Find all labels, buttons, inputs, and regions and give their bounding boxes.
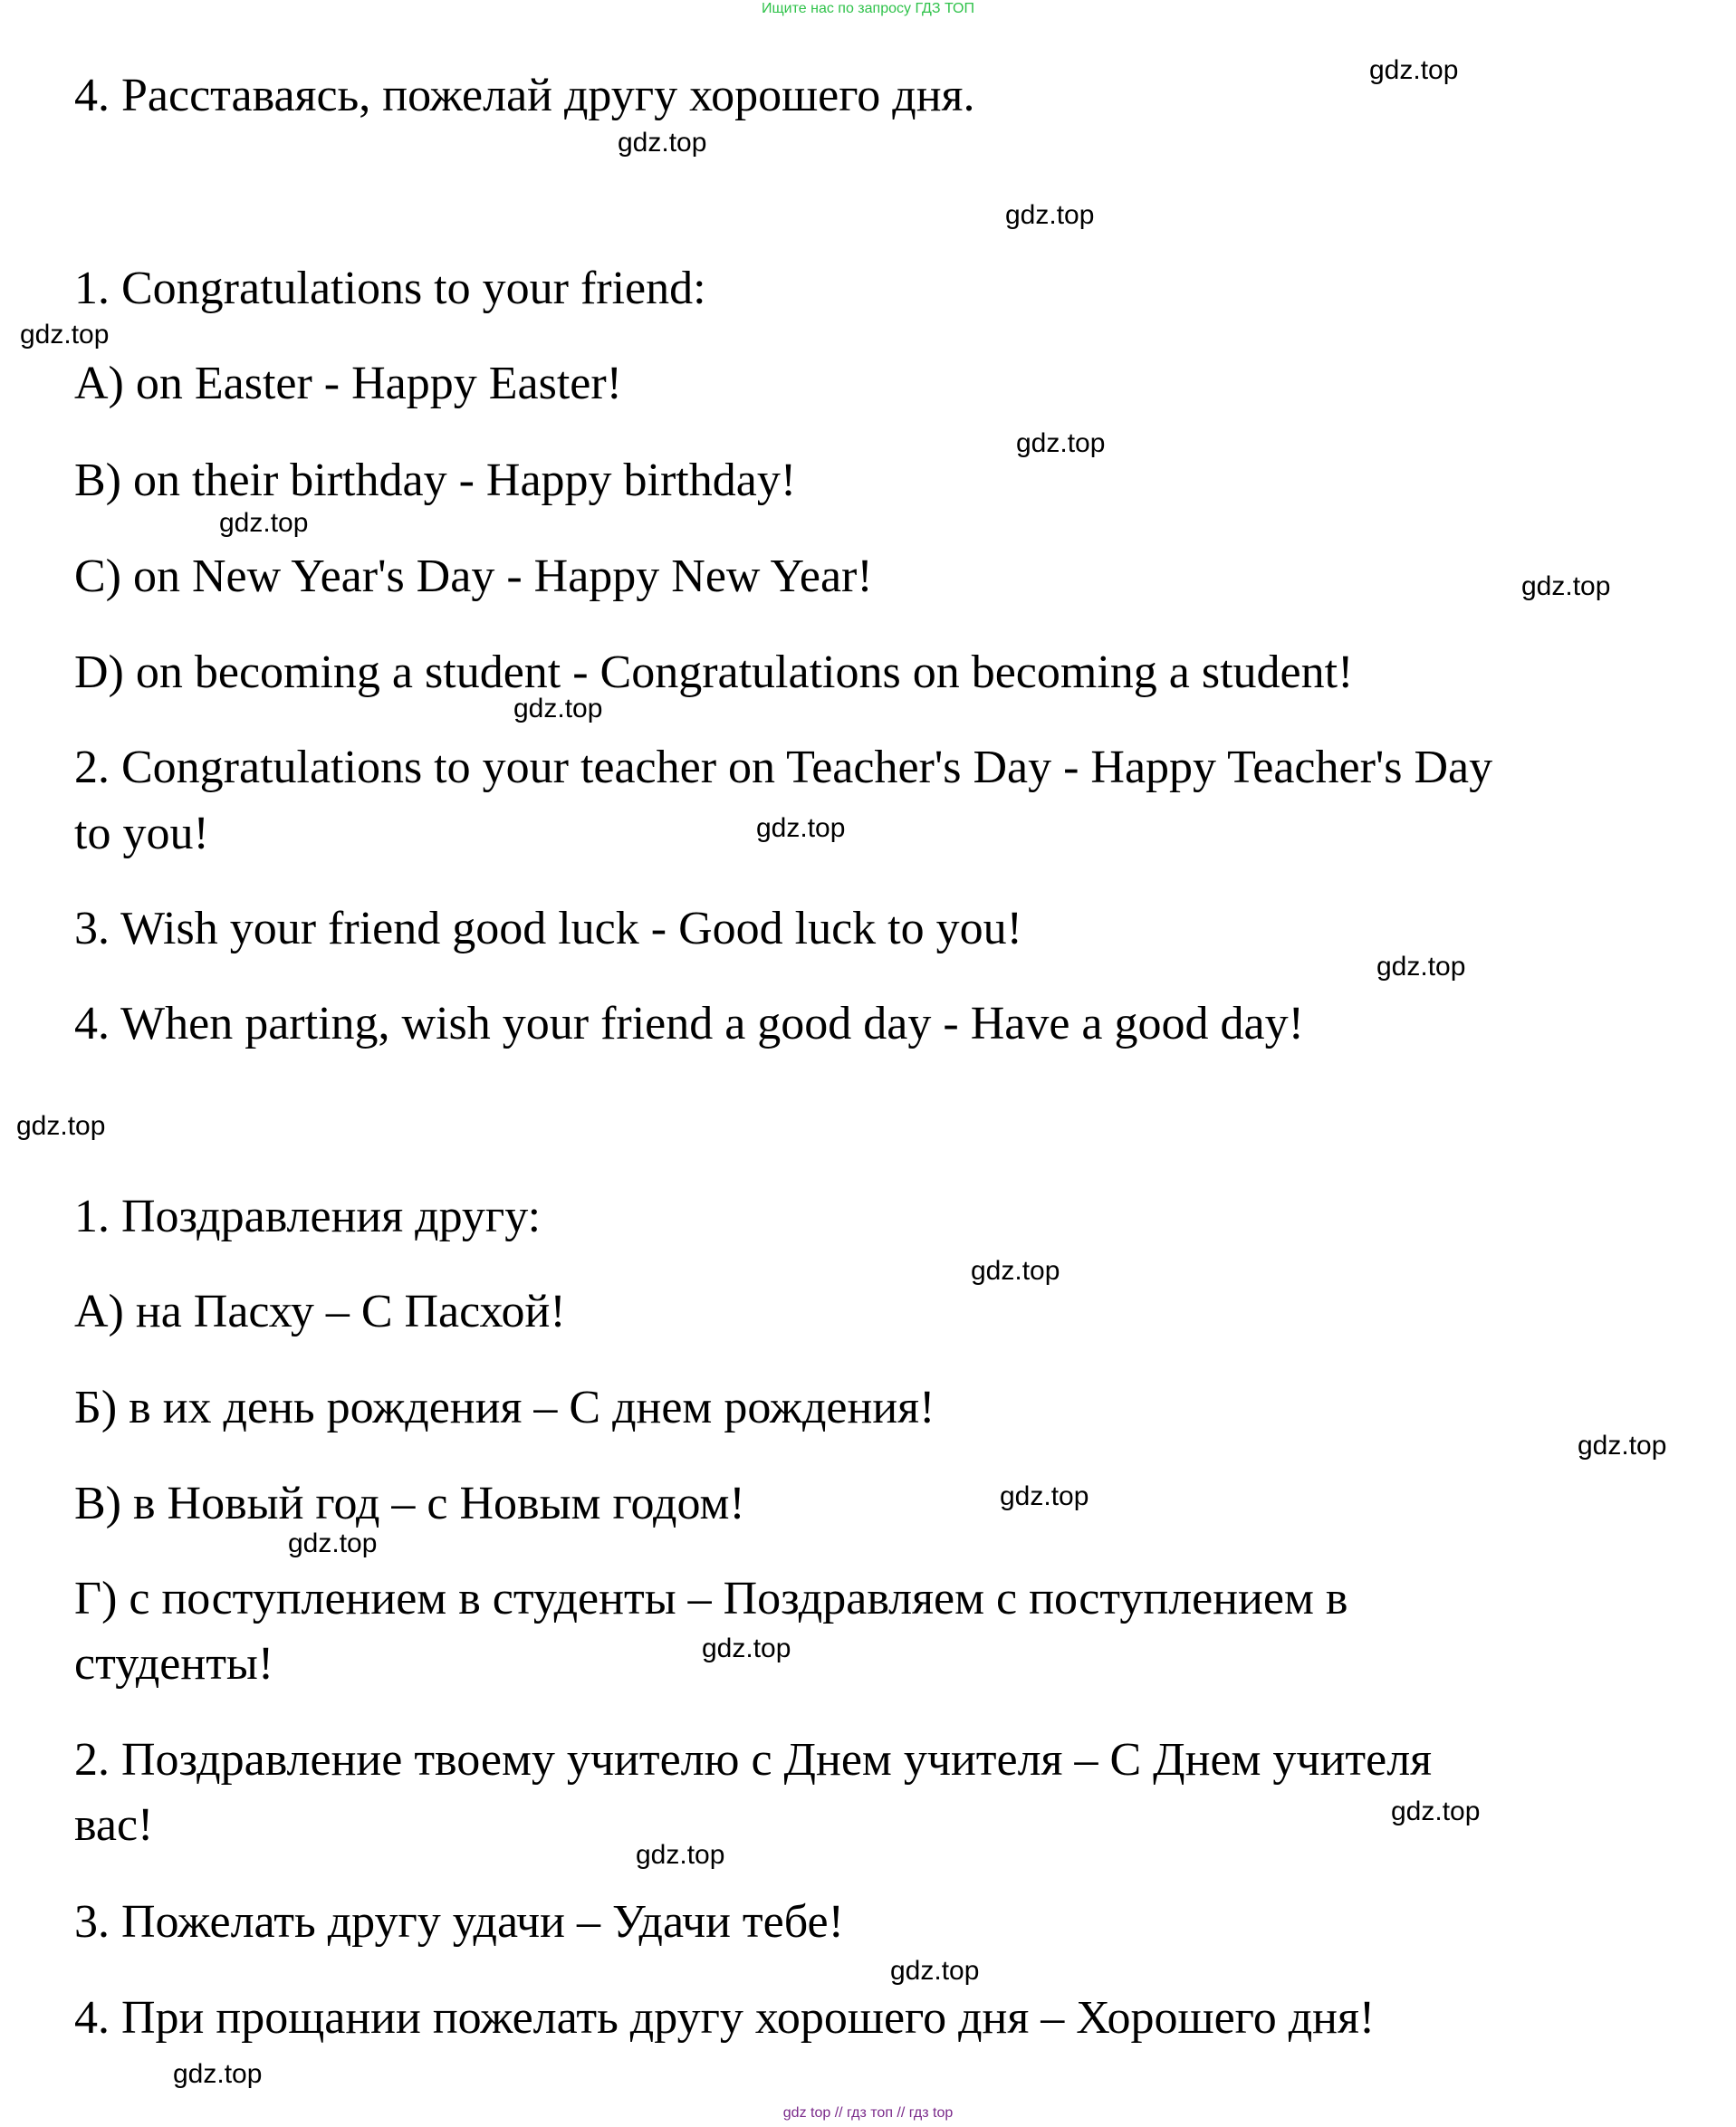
en-item1-title: 1. Congratulations to your friend: [74,263,706,314]
task4-ru-intro: 4. Расставаясь, пожелай другу хорошего дня. [74,70,975,121]
en-item2-line1: 2. Congratulations to your teacher on Teacher's Day - Happy Teacher's Day [74,742,1493,793]
ru-item2-line2: вас! [74,1799,154,1851]
en-item1-d: D) on becoming a student - Congratulations on becoming a student! [74,647,1354,698]
watermark: gdz.top [702,1634,791,1663]
watermark: gdz.top [1578,1431,1667,1461]
en-item3: 3. Wish your friend good luck - Good luck to you! [74,903,1022,954]
watermark: gdz.top [219,508,309,538]
watermark: gdz.top [1000,1481,1089,1511]
top-banner[interactable]: Ищите нас по запросу ГДЗ ТОП [762,1,974,16]
watermark: gdz.top [173,2059,263,2089]
en-item1-a: A) on Easter - Happy Easter! [74,358,622,409]
watermark: gdz.top [513,694,603,723]
watermark: gdz.top [288,1528,378,1558]
ru-item1-c: В) в Новый год – с Новым годом! [74,1478,745,1529]
ru-item1-b: Б) в их день рождения – С днем рождения! [74,1382,935,1433]
ru-item1-d-line2: студенты! [74,1638,274,1690]
watermark: gdz.top [636,1840,725,1870]
ru-item4: 4. При прощании пожелать другу хорошего дня – Хорошего дня! [74,1992,1376,2044]
ru-item2-line1: 2. Поздравление твоему учителю с Днем учителя – С Днем учителя [74,1734,1433,1786]
footer-banner[interactable]: gdz top // гдз топ // гдз top [782,2105,954,2121]
watermark: gdz.top [20,320,110,350]
watermark: gdz.top [1016,428,1106,458]
watermark: gdz.top [16,1111,106,1141]
watermark: gdz.top [1005,200,1095,230]
watermark: gdz.top [1391,1796,1481,1826]
ru-item3: 3. Пожелать другу удачи – Удачи тебе! [74,1896,844,1948]
ru-item1-title: 1. Поздравления другу: [74,1191,542,1242]
watermark: gdz.top [1521,571,1611,601]
en-item1-c: C) on New Year's Day - Happy New Year! [74,551,873,602]
watermark: gdz.top [1369,55,1459,85]
watermark: gdz.top [618,128,707,158]
ru-item1-d-line1: Г) с поступлением в студенты – Поздравляем с поступлением в [74,1573,1348,1624]
en-item4: 4. When parting, wish your friend a good day - Have a good day! [74,998,1304,1049]
watermark: gdz.top [971,1256,1060,1286]
ru-item1-a: А) на Пасху – С Пасхой! [74,1286,566,1337]
watermark: gdz.top [756,813,846,843]
watermark: gdz.top [1376,952,1466,982]
en-item2-line2: to you! [74,808,209,859]
en-item1-b: B) on their birthday - Happy birthday! [74,455,797,506]
watermark: gdz.top [890,1956,980,1986]
